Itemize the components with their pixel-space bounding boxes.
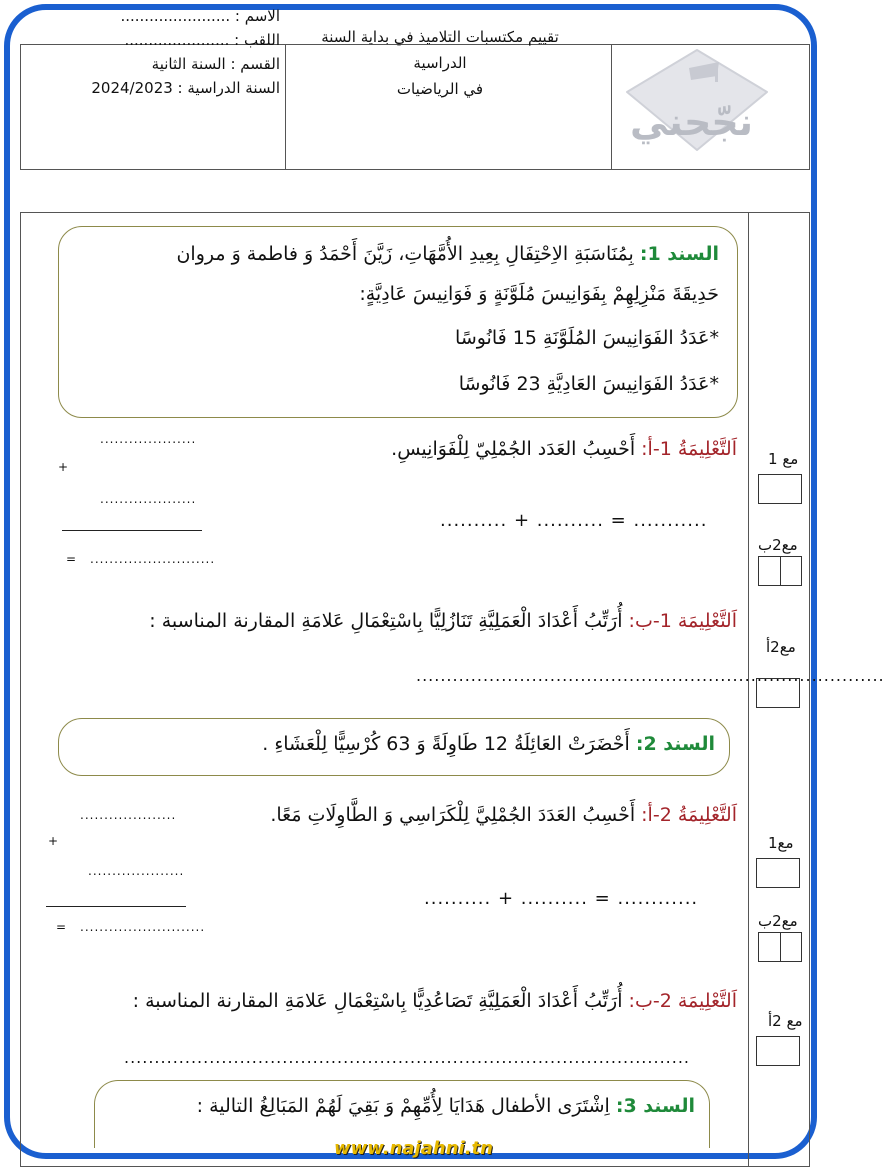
answer-dots[interactable]: .................... [100, 432, 197, 446]
score-box[interactable] [756, 1036, 800, 1066]
score-label: مع 2أ [768, 1012, 803, 1030]
sanad-2-label: السند 2: [635, 733, 715, 755]
task-2b-text: أُرَتِّبُ أَعْدَادَ الْعَمَلِيَّةِ تَصَاعُدِيًّا بِاسْتِعْمَالِ عَلامَةِ المقارنة المناسبة : [132, 990, 623, 1012]
logo-text: نجّحني [630, 100, 753, 144]
score-label: مع2ب [758, 536, 798, 554]
equation-1a[interactable]: .......... + .......... = ........... [440, 510, 708, 531]
student-info [40, 4, 280, 100]
task-1a [391, 438, 737, 460]
sanad-1-line1 [176, 243, 719, 265]
score-box[interactable] [758, 474, 802, 504]
equals-sign: = [56, 920, 67, 934]
title-line: الدراسية [413, 54, 467, 72]
score-label: مع1 [768, 834, 794, 852]
score-box-split[interactable] [758, 556, 802, 586]
header-divider [285, 45, 286, 169]
equation-2a[interactable]: .......... + .......... = ............ [424, 888, 699, 909]
sanad-2-line [262, 733, 715, 755]
answer-dots[interactable]: .......................... [80, 920, 206, 934]
sum-line [46, 906, 186, 907]
answer-dots[interactable]: .................... [88, 864, 185, 878]
sanad-1-label: السند 1: [639, 243, 719, 265]
task-1a-label: اَلتَّعْلِيمَةُ 1-أ: [641, 438, 737, 460]
sanad-3-text: اِشْتَرَى الأطفال هَدَايَا لِأُمِّهِمْ وَ بَقِيَ لَهُمْ المَبَالِغُ التالية : [196, 1095, 610, 1117]
score-label: مع2أ [766, 638, 796, 656]
task-2b [133, 990, 737, 1012]
equals-sign: = [66, 552, 77, 566]
sanad-3-label: السند 3: [615, 1095, 695, 1117]
class-label: القسم : السنة الثانية [151, 55, 280, 73]
sanad-1-box [58, 226, 738, 418]
task-2a-text: أَحْسِبُ العَدَدَ الجُمْلِيَّ لِلْكَرَاسِي وَ الطَّاوِلَاتِ مَعًا. [270, 804, 636, 826]
score-column-divider [748, 213, 749, 1166]
task-2b-label: اَلتَّعْلِيمَة 2-ب: [628, 990, 737, 1012]
answer-dots[interactable]: .................... [100, 492, 197, 506]
evaluation-title [290, 24, 590, 102]
title-line: في الرياضيات [396, 80, 484, 98]
task-1b [149, 610, 737, 632]
answer-dots[interactable]: .................... [80, 808, 177, 822]
answer-line-1b[interactable]: ............................................................................. [416, 666, 885, 685]
sanad-1-line3: *عَدَدُ الفَوَانِيسَ المُلَوَّنَةِ 15 فَانُوسًا [455, 327, 719, 349]
surname-field[interactable]: اللقب : ...................... [124, 31, 280, 49]
task-1b-label: اَلتَّعْلِيمَة 1-ب: [628, 610, 737, 632]
score-box-split[interactable] [758, 932, 802, 962]
task-1a-text: أَحْسِبُ العَدَد الجُمْلِيّ لِلْفَوَانِيسِ. [391, 438, 636, 460]
score-box[interactable] [756, 858, 800, 888]
score-label: مع2ب [758, 912, 798, 930]
plus-sign: + [48, 834, 59, 848]
footer-url[interactable]: www.najahni.tn [334, 1138, 493, 1159]
sanad-2-text: أَحْضَرَتْ العَائِلَةُ 12 طَاوِلَةً وَ 63 كُرْسِيًّا لِلْعَشَاءِ . [262, 733, 630, 755]
name-field[interactable]: الاسم : ....................... [120, 7, 280, 25]
score-box[interactable] [756, 678, 800, 708]
task-1b-text: أُرَتِّبُ أَعْدَادَ الْعَمَلِيَّةِ تَنَازُلِيًّا بِاسْتِعْمَالِ عَلامَةِ المقارنة المناسبة : [149, 610, 623, 632]
answer-line-2b[interactable]: ............................................................................................. [124, 1048, 690, 1067]
sanad-2-box [58, 718, 730, 776]
task-2a-label: اَلتَّعْلِيمَةُ 2-أ: [641, 804, 737, 826]
sanad-1-line4: *عَدَدُ الفَوَانِيسَ العَادِيَّةِ 23 فَانُوسًا [458, 373, 719, 395]
sanad-1-line2: حَدِيقَةَ مَنْزِلِهِمْ بِفَوَانِيسَ مُلَوَّنَةٍ وَ فَوَانِيسَ عَادِيَّةٍ: [359, 283, 719, 305]
sanad-3-line [197, 1095, 695, 1117]
title-line: تقييم مكتسبات التلاميذ في بداية السنة [321, 28, 559, 46]
score-label: مع 1 [768, 450, 799, 468]
sanad-1-text: بِمُنَاسَبَةِ الاِحْتِفَالِ بِعِيدِ الأُمَّهَاتِ، زَيَّنَ أَحْمَدُ وَ فاطمة وَ مروان [176, 243, 634, 265]
sum-line [62, 530, 202, 531]
plus-sign: + [58, 460, 69, 474]
answer-dots[interactable]: .......................... [90, 552, 216, 566]
year-label: السنة الدراسية : 2024/2023 [91, 79, 280, 97]
task-2a [270, 804, 737, 826]
